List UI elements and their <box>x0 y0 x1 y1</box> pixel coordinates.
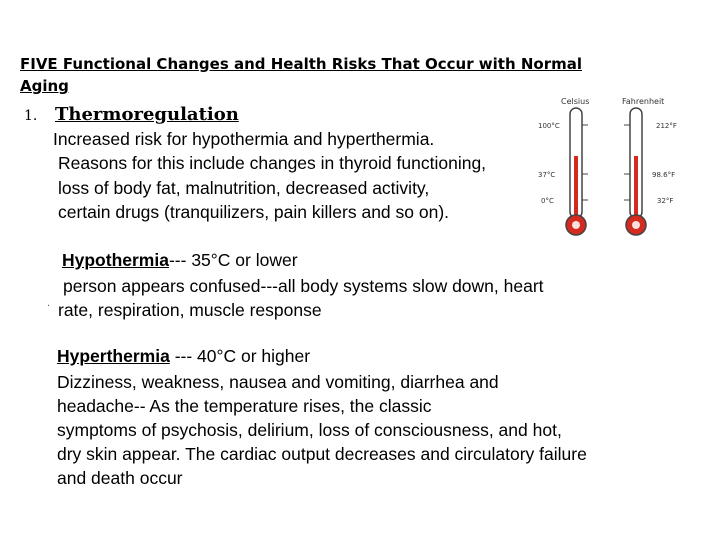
thermo-line-1: Increased risk for hypothermia and hyperthermia. <box>53 129 435 149</box>
hypothermia-threshold: --- 35°C or lower <box>168 250 298 270</box>
celsius-0: 0°C <box>541 197 554 205</box>
stray-dot: . <box>47 298 51 309</box>
thermometer-illustration <box>536 94 686 244</box>
section-heading-thermoregulation: Thermoregulation <box>55 104 239 125</box>
right-mercury <box>634 156 638 220</box>
hyperthermia-heading: Hyperthermia <box>57 346 170 366</box>
hypothermia-line-1: person appears confused---all body systems slow down, heart <box>63 276 544 296</box>
fahrenheit-212: 212°F <box>656 122 677 130</box>
hypothermia-heading-row <box>62 250 298 271</box>
hyperthermia-line-1: Dizziness, weakness, nausea and vomiting, diarrhea and <box>57 372 499 392</box>
hyperthermia-heading-row <box>57 346 310 367</box>
thermo-line-3: loss of body fat, malnutrition, decreased activity, <box>58 178 430 198</box>
thermo-line-4: certain drugs (tranquilizers, pain killers and so on). <box>58 202 450 222</box>
left-mercury <box>574 156 578 220</box>
page-title-line-1: FIVE Functional Changes and Health Risks That Occur with Normal <box>20 55 583 73</box>
hyperthermia-line-4: dry skin appear. The cardiac output decreases and circulatory failure <box>57 444 587 464</box>
fahrenheit-header: Fahrenheit <box>622 97 665 106</box>
celsius-37: 37°C <box>538 171 556 179</box>
page-title-line-2: Aging <box>20 77 69 95</box>
fahrenheit-98-6: 98.6°F <box>652 171 676 179</box>
thermo-line-2: Reasons for this include changes in thyroid functioning, <box>58 153 487 173</box>
hyperthermia-line-2: headache-- As the temperature rises, the classic <box>57 396 432 416</box>
hyperthermia-line-3: symptoms of psychosis, delirium, loss of consciousness, and hot, <box>57 420 562 440</box>
celsius-header: Celsius <box>561 97 590 106</box>
celsius-100: 100°C <box>538 122 560 130</box>
fahrenheit-32: 32°F <box>657 197 674 205</box>
hypothermia-heading: Hypothermia <box>62 250 169 270</box>
section-number: 1. <box>24 108 38 124</box>
hypothermia-line-2: rate, respiration, muscle response <box>58 300 322 320</box>
hyperthermia-threshold: --- 40°C or higher <box>169 346 311 366</box>
hyperthermia-line-5: and death occur <box>57 468 183 488</box>
